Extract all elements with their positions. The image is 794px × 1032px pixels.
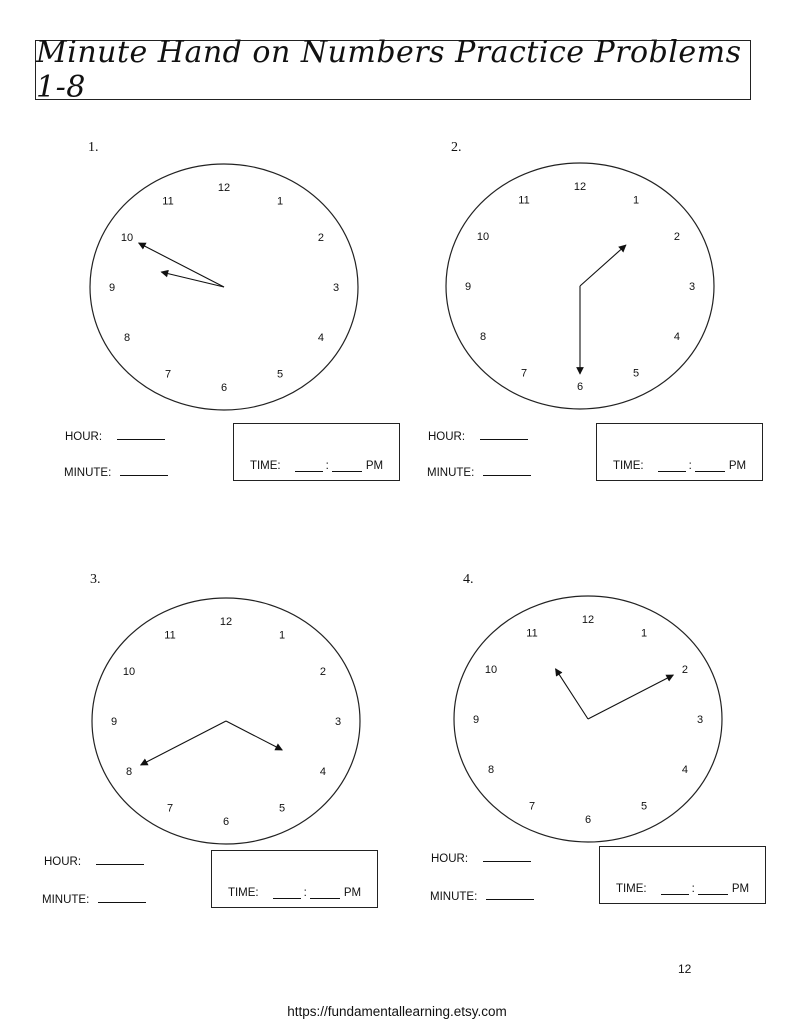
problem-number-3: 3. [90,572,101,587]
pm-label: PM [343,887,362,899]
time-colon: : [303,887,307,899]
hour-field-4 [431,850,531,865]
clock-face [90,164,358,410]
minute-label: MINUTE: [430,891,478,903]
minute-blank[interactable] [483,464,531,476]
clock-number-7: 7 [166,802,174,815]
clock-number-11: 11 [526,627,538,640]
hour-label: HOUR: [65,431,103,443]
clock-number-5: 5 [632,367,640,380]
pm-label: PM [728,460,747,472]
problem-number-2: 2. [451,140,462,155]
hour-hand [580,245,626,286]
time-minute-blank[interactable] [698,883,728,895]
clock-number-5: 5 [278,802,286,815]
clock-number-10: 10 [122,666,136,678]
hour-hand [161,272,224,287]
clock-number-5: 5 [640,800,648,813]
hour-label: HOUR: [44,856,82,868]
hour-hand [226,721,282,750]
time-box-3 [211,850,378,908]
time-label: TIME: [615,883,647,895]
minute-label: MINUTE: [42,894,90,906]
clock-number-12: 12 [217,182,231,194]
time-minute-blank[interactable] [695,460,725,472]
clock-number-10: 10 [476,231,490,243]
clock-number-2: 2 [319,666,327,678]
clock-number-10: 10 [484,664,498,676]
time-label: TIME: [612,460,644,472]
clock-face [446,163,714,409]
clock-number-8: 8 [479,331,487,343]
clock-number-6: 6 [220,382,228,394]
minute-field-3 [42,891,146,906]
clock-number-11: 11 [518,194,530,207]
hour-blank[interactable] [480,428,528,440]
time-colon: : [688,460,692,472]
hour-field-3 [44,853,144,868]
clock-number-5: 5 [276,368,284,381]
clock-number-3: 3 [334,716,342,728]
time-minute-blank[interactable] [332,460,362,472]
clock-number-7: 7 [528,800,536,813]
hour-hand [556,669,588,719]
hour-label: HOUR: [431,853,469,865]
minute-blank[interactable] [120,464,168,476]
clock-number-1: 1 [278,629,286,642]
clock-number-7: 7 [520,367,528,380]
clock-number-12: 12 [581,614,595,626]
clock-number-8: 8 [125,766,133,778]
time-hour-blank[interactable] [658,460,686,472]
time-box-4 [599,846,766,904]
minute-blank[interactable] [98,891,146,903]
clock-number-8: 8 [487,764,495,776]
minute-field-4 [430,888,534,903]
clock-number-11: 11 [164,629,176,642]
clock-number-6: 6 [584,814,592,826]
minute-hand [141,721,226,765]
clock-number-6: 6 [576,381,584,393]
minute-field-2 [427,464,531,479]
clock-number-3: 3 [688,281,696,293]
clock-number-3: 3 [696,714,704,726]
clock-number-4: 4 [681,764,689,776]
title-box [35,35,751,105]
minute-hand [588,675,673,719]
time-box-1 [233,423,400,481]
minute-label: MINUTE: [64,467,112,479]
minute-hand [139,243,224,287]
problem-number-4: 4. [463,572,474,587]
clock-number-1: 1 [640,627,648,640]
clock-number-9: 9 [108,282,116,294]
minute-label: MINUTE: [427,467,475,479]
clock-number-2: 2 [317,232,325,244]
hour-blank[interactable] [96,853,144,865]
clock-number-3: 3 [332,282,340,294]
minute-field-1 [64,464,168,479]
hour-blank[interactable] [483,850,531,862]
clock-number-2: 2 [673,231,681,243]
time-colon: : [325,460,329,472]
clock-number-8: 8 [123,332,131,344]
time-hour-blank[interactable] [661,883,689,895]
clock-face [454,596,722,842]
clock-number-12: 12 [219,616,233,628]
time-label: TIME: [249,460,281,472]
clock-number-1: 1 [276,195,284,208]
clock-number-9: 9 [472,714,480,726]
hour-field-1 [65,428,165,443]
minute-blank[interactable] [486,888,534,900]
clock-number-4: 4 [319,766,327,778]
clock-face [92,598,360,844]
hour-field-2 [428,428,528,443]
time-box-2 [596,423,763,481]
clock-number-11: 11 [162,195,174,208]
clock-number-7: 7 [164,368,172,381]
clock-number-9: 9 [110,716,118,728]
pm-label: PM [731,883,750,895]
hour-label: HOUR: [428,431,466,443]
clock-number-4: 4 [317,332,325,344]
page-title: Minute Hand on Numbers Practice Problems 1-8 [36,35,742,105]
footer-url[interactable]: https://fundamentallearning.etsy.com [287,1004,507,1019]
clock-number-4: 4 [673,331,681,343]
time-hour-blank[interactable] [273,887,301,899]
clock-number-1: 1 [632,194,640,207]
clock-number-12: 12 [573,181,587,193]
time-minute-blank[interactable] [310,887,340,899]
page-number: 12 [678,962,692,976]
problem-number-1: 1. [88,140,99,155]
clock-number-2: 2 [681,664,689,676]
time-hour-blank[interactable] [295,460,323,472]
pm-label: PM [365,460,384,472]
time-colon: : [691,883,695,895]
hour-blank[interactable] [117,428,165,440]
clock-number-10: 10 [120,232,134,244]
clock-number-6: 6 [222,816,230,828]
time-label: TIME: [227,887,259,899]
clock-number-9: 9 [464,281,472,293]
